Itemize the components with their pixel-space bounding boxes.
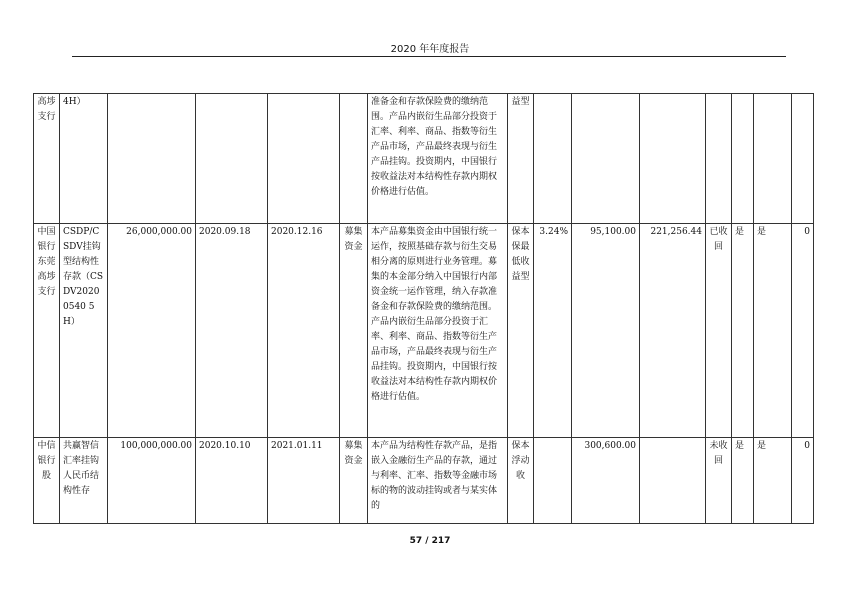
plan-cell: 是 [754,438,792,524]
actual-return-cell [640,438,706,524]
start-date-cell: 2020.10.10 [196,438,268,524]
status-cell: 未收回 [706,438,732,524]
provision-cell: 0 [792,438,814,524]
product-cell: 共赢智信汇率挂钩人民币结构性存 [60,438,108,524]
expected-return-cell: 95,100.00 [572,224,640,438]
page-header: 2020 年年度报告 [390,44,470,55]
wealth-management-table [33,93,814,524]
expected-return-cell: 300,600.00 [572,438,640,524]
bank-cell: 中国银行东莞高埗支行 [34,224,60,438]
plan-cell: 是 [754,224,792,438]
table-row [34,94,814,224]
rate-cell [534,94,572,224]
start-date-cell [196,94,268,224]
status-cell: 已收回 [706,224,732,438]
investment-cell: 准备金和存款保险费的缴纳范围。产品内嵌衍生品部分投资于汇率、利率、商品、指数等衍生产品市场，产品最终表现与衍生产品挂钩。投资期内，中国银行按收益法对本结构性存款内期权价格进行估值。 [368,94,508,224]
table-row [34,224,814,438]
rate-cell: 3.24% [534,224,572,438]
end-date-cell [268,94,340,224]
product-cell: CSDP/CSDV挂钩型结构性存款（CSDV20200540 5H） [60,224,108,438]
amount-cell: 26,000,000.00 [108,224,196,438]
investment-cell: 本产品为结构性存款产品，是指嵌入金融衍生产品的存款，通过与利率、汇率、指数等金融市场标的物的波动挂钩或者与某实体的 [368,438,508,524]
end-date-cell: 2021.01.11 [268,438,340,524]
header-rule [72,56,786,57]
return-type-cell: 保本保最低收益型 [508,224,534,438]
actual-return-cell [640,94,706,224]
table-row [34,438,814,524]
page-number: 57 / 217 [409,536,451,546]
provision-cell [792,94,814,224]
rate-cell [534,438,572,524]
amount-cell: 100,000,000.00 [108,438,196,524]
return-type-cell: 益型 [508,94,534,224]
plan-cell [754,94,792,224]
provision-cell: 0 [792,224,814,438]
product-cell: 4H） [60,94,108,224]
bank-cell: 中信银行股 [34,438,60,524]
actual-return-cell: 221,256.44 [640,224,706,438]
status-cell [706,94,732,224]
start-date-cell: 2020.09.18 [196,224,268,438]
expected-return-cell [572,94,640,224]
end-date-cell: 2020.12.16 [268,224,340,438]
fund-source-cell: 募集资金 [340,438,368,524]
amount-cell [108,94,196,224]
return-type-cell: 保本浮动收 [508,438,534,524]
fund-source-cell [340,94,368,224]
procedure-cell: 是 [732,224,754,438]
procedure-cell: 是 [732,438,754,524]
bank-cell: 高埗支行 [34,94,60,224]
procedure-cell [732,94,754,224]
fund-source-cell: 募集资金 [340,224,368,438]
investment-cell: 本产品募集资金由中国银行统一运作，按照基础存款与衍生交易相分离的原则进行业务管理。募集的本金部分纳入中国银行内部资金统一运作管理，纳入存款准备金和存款保险费的缴纳范围。产品内嵌衍生品部分投资于汇率、利率、商品、指数等衍生产品市场，产品最终表现与衍生产品挂钩。投资期内，中国银行按收益法对本结构性存款内期权价格进行估值。 [368,224,508,438]
